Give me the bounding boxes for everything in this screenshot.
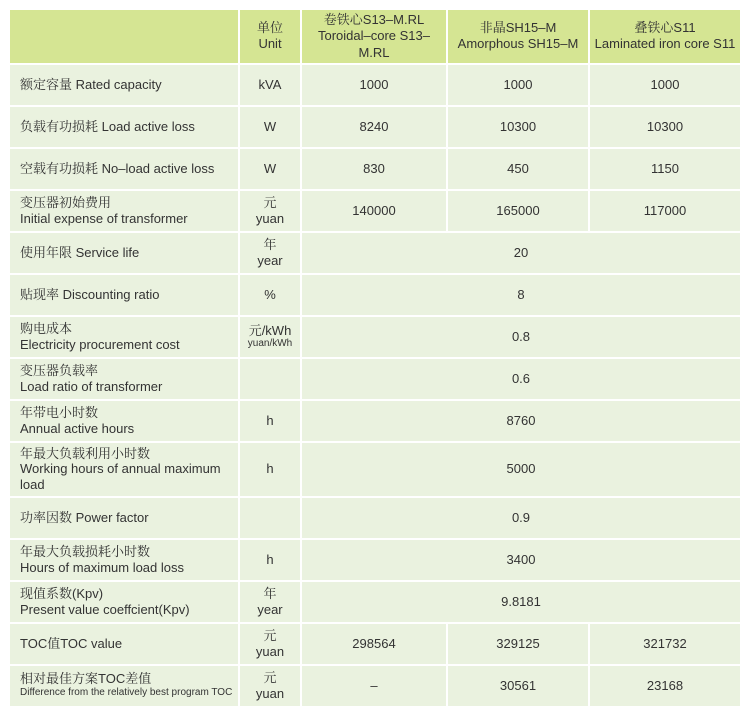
value-cell: 298564 — [302, 624, 446, 664]
merged-value-cell: 8760 — [302, 401, 740, 441]
unit-en: yuan — [255, 210, 285, 226]
row-label-cell — [10, 65, 238, 105]
header-toroidal-zh: 卷铁心S13–M.RL — [323, 12, 425, 27]
merged-value-cell: 9.8181 — [302, 582, 740, 622]
value-cell: 1000 — [448, 65, 588, 105]
value-cell: 1000 — [302, 65, 446, 105]
header-amorphous-cell — [448, 10, 588, 63]
unit-zh: 元 — [263, 627, 277, 643]
table-row — [10, 191, 740, 231]
row-label-en: Annual active hours — [20, 420, 135, 436]
unit-cell — [240, 191, 300, 231]
merged-value-cell: 0.6 — [302, 359, 740, 399]
table-row — [10, 401, 740, 441]
unit-zh: 年 — [263, 585, 277, 601]
unit-en: yuan — [255, 685, 285, 701]
row-label-zh: 年最大负载利用小时数 — [20, 445, 151, 461]
row-label-zh: 购电成本 — [20, 321, 73, 337]
merged-value-cell: 5000 — [302, 443, 740, 496]
value-cell: 23168 — [590, 666, 740, 706]
merged-value-cell: 8 — [302, 275, 740, 315]
unit-zh: 年 — [263, 237, 277, 253]
header-row — [10, 10, 740, 63]
table-row — [10, 443, 740, 496]
row-label-cell — [10, 149, 238, 189]
unit-cell — [240, 666, 300, 706]
unit-zh: 元 — [263, 669, 277, 685]
row-label-zh: 变压器负载率 — [20, 363, 99, 379]
row-label-zh: 变压器初始费用 — [20, 195, 112, 211]
value-cell: 450 — [448, 149, 588, 189]
table-row — [10, 540, 740, 580]
table-row — [10, 666, 740, 706]
value-cell: 140000 — [302, 191, 446, 231]
unit-cell — [240, 317, 300, 357]
value-cell: – — [302, 666, 446, 706]
unit-zh: W — [263, 118, 277, 134]
unit-cell — [240, 149, 300, 189]
unit-cell — [240, 275, 300, 315]
table-row — [10, 107, 740, 147]
row-label-cell — [10, 624, 238, 664]
unit-cell — [240, 359, 300, 399]
row-label-cell — [10, 443, 238, 496]
header-laminated-cell — [590, 10, 740, 63]
unit-zh: h — [266, 461, 274, 477]
value-cell: 321732 — [590, 624, 740, 664]
row-label-zh: TOC值TOC value — [20, 635, 123, 651]
unit-zh: W — [263, 160, 277, 176]
header-toroidal-en: Toroidal–core S13–M.RL — [317, 28, 431, 60]
row-label-en: Load ratio of transformer — [20, 378, 163, 394]
row-label-zh: 额定容量 Rated capacity — [20, 76, 162, 92]
row-label-zh: 空载有功损耗 No–load active loss — [20, 160, 215, 176]
table-row — [10, 582, 740, 622]
row-label-en: Difference from the relatively best program TOC — [20, 687, 233, 699]
value-cell: 329125 — [448, 624, 588, 664]
header-amorphous-en: Amorphous SH15–M — [457, 36, 579, 52]
value-cell: 30561 — [448, 666, 588, 706]
row-label-zh: 贴现率 Discounting ratio — [20, 286, 160, 302]
unit-zh: 元 — [263, 195, 277, 211]
row-label-zh: 年最大负载损耗小时数 — [20, 543, 151, 559]
unit-en: yuan/kWh — [247, 338, 293, 350]
unit-cell — [240, 624, 300, 664]
header-laminated-en: Laminated iron core S11 — [594, 36, 736, 52]
row-label-cell — [10, 498, 238, 538]
row-label-en: Initial expense of transformer — [20, 210, 188, 226]
unit-zh: h — [266, 412, 274, 428]
value-cell: 1150 — [590, 149, 740, 189]
unit-cell — [240, 498, 300, 538]
row-label-cell — [10, 317, 238, 357]
table-row — [10, 624, 740, 664]
value-cell: 165000 — [448, 191, 588, 231]
header-amorphous-zh: 非晶SH15–M — [479, 20, 557, 36]
unit-cell — [240, 540, 300, 580]
header-unit-zh: 单位 — [256, 20, 283, 36]
row-label-cell — [10, 275, 238, 315]
merged-value-cell: 20 — [302, 233, 740, 273]
row-label-cell — [10, 233, 238, 273]
row-label-cell — [10, 401, 238, 441]
row-label-cell — [10, 359, 238, 399]
table-row — [10, 149, 740, 189]
row-label-zh: 功率因数 Power factor — [20, 509, 149, 525]
row-label-en: Present value coeffcient(Kpv) — [20, 601, 190, 617]
header-unit-cell — [240, 10, 300, 63]
merged-value-cell: 0.9 — [302, 498, 740, 538]
row-label-en: Hours of maximum load loss — [20, 559, 184, 575]
unit-zh: kVA — [258, 76, 282, 92]
row-label-cell — [10, 191, 238, 231]
table-row — [10, 317, 740, 357]
table-row — [10, 65, 740, 105]
unit-cell — [240, 107, 300, 147]
unit-cell — [240, 443, 300, 496]
row-label-en: Electricity procurement cost — [20, 336, 180, 352]
row-label-cell — [10, 107, 238, 147]
row-label-cell — [10, 540, 238, 580]
value-cell: 10300 — [590, 107, 740, 147]
header-toroidal-core-cell — [302, 10, 446, 63]
row-label-cell — [10, 582, 238, 622]
unit-en: year — [257, 601, 283, 617]
value-cell: 830 — [302, 149, 446, 189]
unit-zh: % — [264, 286, 276, 302]
value-cell: 1000 — [590, 65, 740, 105]
row-label-zh: 负载有功损耗 Load active loss — [20, 118, 195, 134]
row-label-zh: 相对最佳方案TOC差值 — [20, 671, 152, 687]
value-cell: 8240 — [302, 107, 446, 147]
header-corner-cell — [10, 10, 238, 63]
unit-en: yuan — [255, 643, 285, 659]
row-label-en: Working hours of annual maximum load — [20, 461, 221, 492]
unit-zh: h — [266, 551, 274, 567]
value-cell: 117000 — [590, 191, 740, 231]
header-laminated-zh: 叠铁心S11 — [634, 20, 696, 36]
table-row — [10, 498, 740, 538]
header-unit-en: Unit — [258, 36, 282, 52]
row-label-zh: 现值系数(Kpv) — [20, 585, 104, 601]
table-body — [10, 65, 740, 706]
value-cell: 10300 — [448, 107, 588, 147]
table-row — [10, 233, 740, 273]
unit-cell — [240, 233, 300, 273]
table-row — [10, 275, 740, 315]
merged-value-cell: 0.8 — [302, 317, 740, 357]
unit-zh: 元/kWh — [248, 322, 292, 338]
row-label-cell — [10, 666, 238, 706]
unit-cell — [240, 582, 300, 622]
table-row — [10, 359, 740, 399]
unit-cell — [240, 65, 300, 105]
unit-en: year — [257, 252, 283, 268]
row-label-zh: 年带电小时数 — [20, 405, 99, 421]
unit-cell — [240, 401, 300, 441]
transformer-comparison-table — [8, 8, 742, 708]
row-label-zh: 使用年限 Service life — [20, 244, 140, 260]
merged-value-cell: 3400 — [302, 540, 740, 580]
